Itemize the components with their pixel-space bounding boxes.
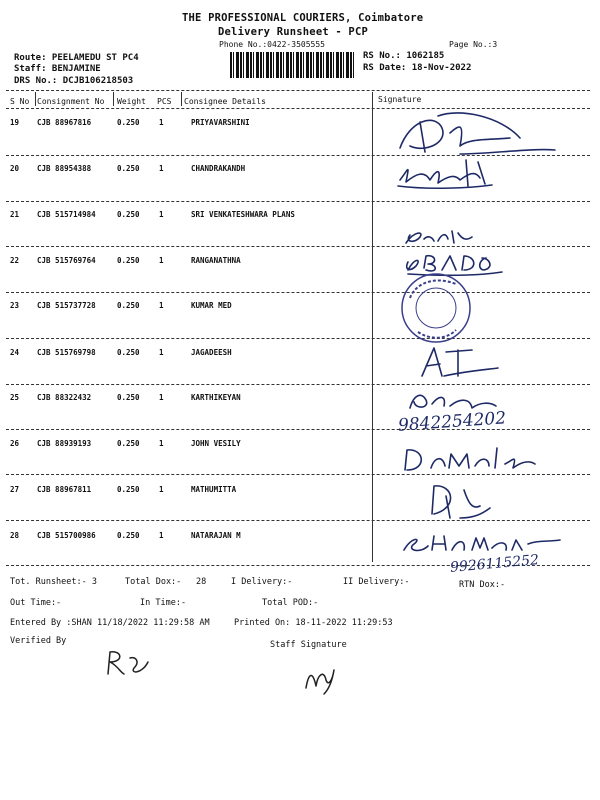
document-title: Delivery Runsheet - PCP [218,26,368,38]
out-time: Out Time:- [10,598,62,608]
col-header-consignee: Consignee Details [184,97,266,106]
signature-row-20 [380,150,580,199]
row-pcs: 1 [159,439,164,448]
printed-on: Printed On: 18-11-2022 11:29:53 [234,618,393,628]
row-weight: 0.250 [117,210,140,219]
row-weight: 0.250 [117,118,140,127]
row-consignee: CHANDRAKANDH [191,164,246,173]
col-sep [35,92,36,106]
staff-signature-label: Staff Signature [270,640,347,650]
row-sno: 19 [10,118,20,127]
row-weight: 0.250 [117,301,140,310]
row-pcs: 1 [159,348,164,357]
row-consignment: CJB 88967816 [37,118,92,127]
col-header-weight: Weight [117,97,146,106]
row-sno: 20 [10,164,20,173]
route-label: Route: PEELAMEDU ST PC4 [14,53,139,63]
row-sno: 24 [10,348,20,357]
rtn-dox: RTN Dox:- [459,580,506,590]
row-sno: 21 [10,210,20,219]
row-pcs: 1 [159,531,164,540]
rs-date: RS Date: 18-Nov-2022 [363,63,472,73]
total-pod: Total POD:- [262,598,319,608]
row-consignment: CJB 88967811 [37,485,92,494]
total-dox-value: 28 [196,577,207,587]
row-consignee: KUMAR MED [191,301,232,310]
staff-signature-mark [298,656,348,700]
row-consignee: JAGADEESH [191,348,232,357]
row-rule [6,338,590,339]
row-consignment: CJB 515769798 [37,348,96,357]
table-top-rule [6,90,590,91]
row-rule [6,292,590,293]
handwritten-phone-row-25: 9842254202 [397,408,507,436]
row-pcs: 1 [159,393,164,402]
row-rule [6,429,590,430]
row-pcs: 1 [159,164,164,173]
verified-by: Verified By [10,636,67,646]
row-weight: 0.250 [117,393,140,402]
col-header-sno: S No [10,97,30,106]
row-sno: 22 [10,256,20,265]
row-consignee: NATARAJAN M [191,531,241,540]
signature-row-27 [420,478,500,526]
row-weight: 0.250 [117,531,140,540]
company-name: THE PROFESSIONAL COURIERS, Coimbatore [182,12,424,24]
total-dox-label: Total Dox:- [125,577,182,587]
row-consignment: CJB 515737728 [37,301,96,310]
row-pcs: 1 [159,485,164,494]
handwritten-phone-row-28: 9926115252 [449,552,540,576]
entered-by: Entered By :SHAN 11/18/2022 11:29:58 AM [10,618,210,628]
col-header-signature: Signature [378,95,422,104]
tot-runsheet: Tot. Runsheet:- 3 [10,577,97,587]
row-consignee: SRI VENKATESHWARA PLANS [191,210,295,219]
verified-by-signature [100,646,160,684]
col-header-pcs: PCS [157,97,172,106]
row-consignee: MATHUMITTA [191,485,237,494]
row-weight: 0.250 [117,164,140,173]
page-number: Page No.:3 [449,40,498,49]
row-consignment: CJB 515700986 [37,531,96,540]
row-pcs: 1 [159,210,164,219]
row-weight: 0.250 [117,348,140,357]
in-time: In Time:- [140,598,187,608]
row-sno: 23 [10,301,20,310]
col-sep [113,92,114,106]
phone-number: Phone No.:0422-3505555 [219,40,325,49]
row-sno: 26 [10,439,20,448]
row-pcs: 1 [159,301,164,310]
barcode [230,52,354,78]
kumar-medicals-stamp [396,268,476,352]
row-consignment: CJB 88939193 [37,439,92,448]
col-header-consignment: Consignment No [37,97,105,106]
signature-col-sep [372,92,373,562]
col-sep [181,92,182,106]
row-sno: 27 [10,485,20,494]
ii-delivery: II Delivery:- [343,577,410,587]
row-pcs: 1 [159,256,164,265]
drs-number: DRS No.: DCJB106218503 [14,76,134,86]
row-sno: 25 [10,393,20,402]
row-consignment: CJB 515769764 [37,256,96,265]
row-weight: 0.250 [117,439,140,448]
rs-number: RS No.: 1062185 [363,51,445,61]
staff-label: Staff: BENJAMINE [14,64,101,74]
row-consignee: JOHN VESILY [191,439,241,448]
row-consignee: KARTHIKEYAN [191,393,241,402]
signature-row-24 [412,342,512,386]
row-weight: 0.250 [117,256,140,265]
row-rule [6,520,590,521]
row-consignee: RANGANATHNA [191,256,241,265]
row-consignment: CJB 88954388 [37,164,92,173]
row-pcs: 1 [159,118,164,127]
row-consignment: CJB 88322432 [37,393,92,402]
i-delivery: I Delivery:- [231,577,293,587]
row-consignment: CJB 515714984 [37,210,96,219]
row-weight: 0.250 [117,485,140,494]
row-rule [6,201,590,202]
row-consignee: PRIYAVARSHINI [191,118,250,127]
row-sno: 28 [10,531,20,540]
